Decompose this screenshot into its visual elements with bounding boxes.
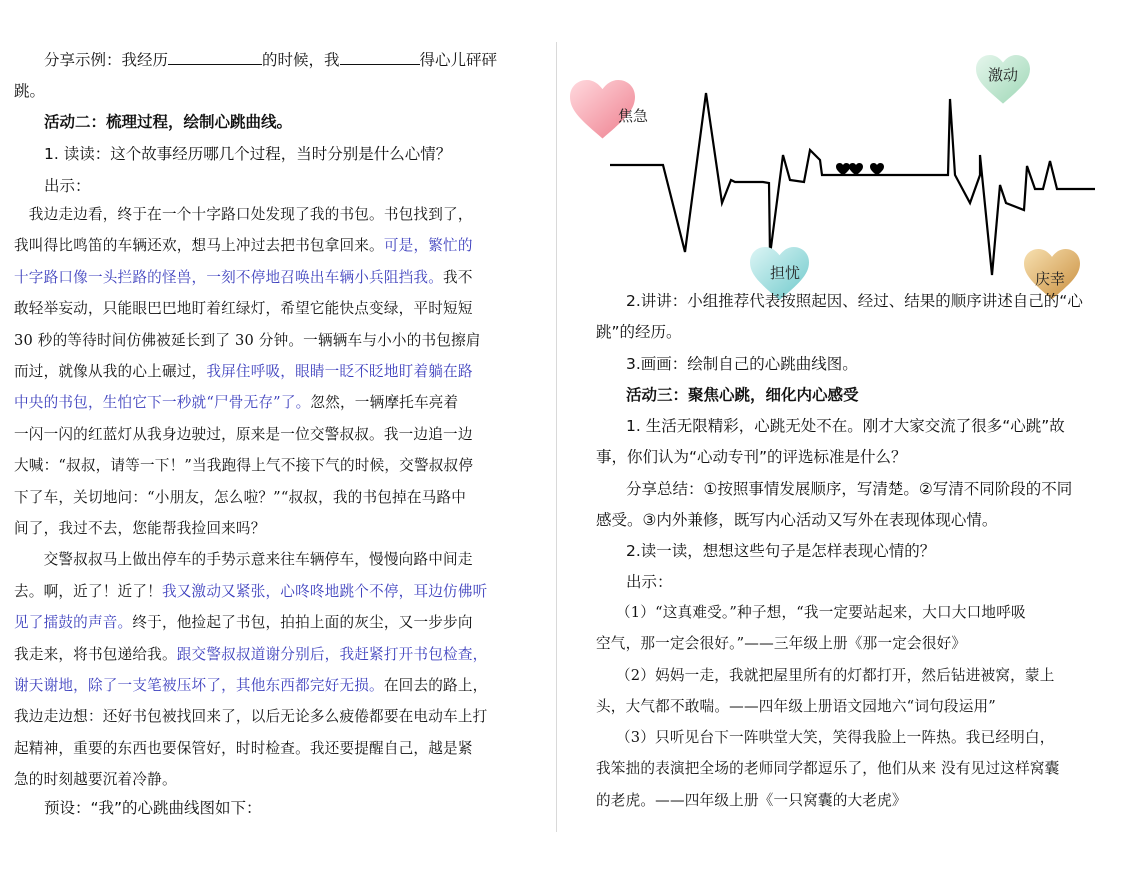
story-line	[14, 737, 473, 758]
item2-speak-cont: 跳”的经历。	[596, 323, 682, 341]
story-line	[14, 643, 487, 664]
label-jidong: 激动	[988, 66, 1019, 84]
story-line	[14, 705, 487, 726]
share-example-line	[44, 48, 497, 70]
share-example-end: 跳。	[14, 82, 46, 100]
story-line	[14, 548, 473, 569]
story-text: 我边走边看，终于在一个十字路口处发现了我的书包。书包找到了，	[14, 206, 473, 223]
story-line	[14, 297, 473, 318]
a3-item2: 2.读一读，想想这些句子是怎样表现心情的？	[626, 542, 936, 560]
story-line	[14, 203, 473, 224]
small-heart-icon-2	[849, 163, 863, 176]
story-line	[14, 611, 473, 632]
story-text: 敢轻举妄动，只能眼巴巴地盯着红绿灯，希望它能快点变绿，平时短短	[14, 300, 473, 318]
show-label: 出示：	[44, 177, 91, 195]
a3-item1-cont: 事，你们认为“心动专刊”的评选标准是什么？	[596, 448, 907, 466]
story-line	[14, 768, 177, 789]
a3-item1: 1. 生活无限精彩，心跳无处不在。刚才大家交流了很多“心跳”故	[626, 417, 1065, 435]
story-line	[14, 517, 266, 538]
story-line	[14, 423, 473, 444]
share-example-text-a: 分享示例：我经历	[44, 51, 169, 69]
activity2-item1: 1. 读读：这个故事经历哪几个过程，当时分别是什么心情？	[44, 145, 452, 163]
highlighted-text: 中央的书包，生怕它下一秒就“尸骨无存”了。	[14, 394, 311, 412]
small-black-hearts	[836, 163, 884, 176]
fill-blank-1	[168, 50, 262, 65]
heart-jiaoji	[570, 80, 649, 139]
label-danyou: 担忧	[770, 264, 801, 282]
quote-line: （2）妈妈一走，我就把屋里所有的灯都打开，然后钻进被窝，蒙上	[616, 667, 1055, 684]
heart-jidong	[976, 55, 1030, 104]
story-text: 急的时刻越要沉着冷静。	[14, 771, 177, 789]
summary: 分享总结：①按照事情发展顺序，写清楚。②写清不同阶段的不同	[626, 480, 1073, 498]
story-text: 间了，我过不去，您能帮我捡回来吗？	[14, 520, 266, 537]
story-line	[14, 266, 473, 287]
summary-cont: 感受。③内外兼修，既写内心活动又写外在表现体现心情。	[596, 511, 998, 529]
quote-line: （1）“这真难受。”种子想，“我一定要站起来，大口大口地呼吸	[616, 604, 1026, 621]
quote-line: 的老虎。——四年级上册《一只窝囊的大老虎》	[596, 792, 907, 809]
story-text: 交警叔叔马上做出停车的手势示意来往车辆停车，慢慢向路中间走	[14, 551, 473, 569]
activity3-title: 活动三：聚焦心跳，细化内心感受	[626, 386, 859, 404]
story-text: 一闪一闪的红蓝灯从我身边驶过，原来是一位交警叔叔。我一边追一边	[14, 425, 473, 443]
item3-draw: 3.画画：绘制自己的心跳曲线图。	[626, 355, 858, 373]
preset-line: 预设：“我”的心跳曲线图如下：	[44, 799, 262, 817]
story-text: 而过，就像从我的心上碾过，	[14, 363, 207, 380]
story-line	[14, 360, 473, 381]
label-jiaoji: 焦急	[618, 107, 649, 125]
item2-speak: 2.讲讲：小组推荐代表按照起因、经过、结果的顺序讲述自己的“心	[626, 292, 1083, 310]
story-line	[14, 454, 473, 475]
quote-line: 头，大气都不敢喘。——四年级上册语文园地六“词句段运用”	[596, 698, 996, 715]
story-line	[14, 391, 458, 412]
heartbeat-line	[610, 93, 1095, 275]
story-text: 去。啊，近了！近了！	[14, 582, 162, 600]
story-line	[14, 486, 466, 507]
fill-blank-2	[340, 50, 420, 65]
story-text: 下了车，关切地问：“小朋友，怎么啦？”“叔叔，我的书包掉在马路中	[14, 488, 467, 506]
story-text: 大喊：“叔叔，请等一下！”当我跑得上气不接下气的时候，交警叔叔停	[14, 457, 474, 475]
story-text: 终于，他捡起了书包，拍拍上面的灰尘，又一步步向	[132, 614, 473, 632]
label-qingxing: 庆幸	[1035, 270, 1066, 288]
small-heart-icon-1	[836, 163, 850, 176]
story-line	[14, 234, 473, 255]
activity2-title: 活动二：梳理过程，绘制心跳曲线。	[44, 113, 293, 131]
highlighted-text: 可是，繁忙的	[383, 237, 473, 255]
highlighted-text: 我又激动又紧张，心咚咚地跳个不停，耳边仿佛听	[161, 582, 488, 600]
highlighted-text: 见了擂鼓的声音。	[14, 614, 133, 632]
show-label-right: 出示：	[626, 573, 673, 591]
small-heart-icon-3	[870, 163, 884, 176]
highlighted-text: 十字路口像一头拦路的怪兽，一刻不停地召唤出车辆小兵阻挡我。	[14, 268, 444, 286]
highlighted-text: 跟交警叔叔道谢分别后，我赶紧打开书包检查，	[176, 645, 488, 663]
story-text: 我边走边想：还好书包被找回来了，以后无论多么疲倦都要在电动车上打	[14, 708, 488, 726]
story-line	[14, 674, 487, 695]
story-text: 我走来，将书包递给我。	[14, 645, 177, 663]
share-example-text-b: 的时候，我	[262, 51, 340, 69]
story-line	[14, 580, 487, 601]
heartbeat-curve-chart	[560, 55, 1110, 305]
highlighted-text: 我屏住呼吸，眼睛一眨不眨地盯着躺在路	[206, 363, 473, 380]
story-text: 我叫得比鸣笛的车辆还欢，想马上冲过去把书包拿回来。	[14, 237, 384, 255]
quote-line: 我笨拙的表演把全场的老师同学都逗乐了，他们从来 没有见过这样窝囊	[596, 760, 1060, 777]
story-text: 30 秒的等待时间仿佛被延长到了 30 分钟。一辆辆车与小小的书包擦肩	[14, 331, 481, 349]
column-divider	[556, 42, 557, 832]
story-text: 忽然，一辆摩托车亮着	[310, 394, 459, 412]
highlighted-text: 谢天谢地，除了一支笔被压坏了，其他东西都完好无损。	[14, 677, 384, 694]
story-text: 我不	[443, 268, 473, 286]
quote-line: 空气，那一定会很好。”——三年级上册《那一定会很好》	[596, 635, 967, 652]
quote-line: （3）只听见台下一阵哄堂大笑，笑得我脸上一阵热。我已经明白，	[616, 729, 1055, 746]
share-example-text-c: 得心儿砰砰	[419, 51, 498, 69]
story-line	[14, 329, 481, 350]
story-text: 在回去的路上，	[383, 677, 488, 694]
story-text: 起精神，重要的东西也要保管好，时时检查。我还要提醒自己，越是紧	[14, 739, 473, 757]
